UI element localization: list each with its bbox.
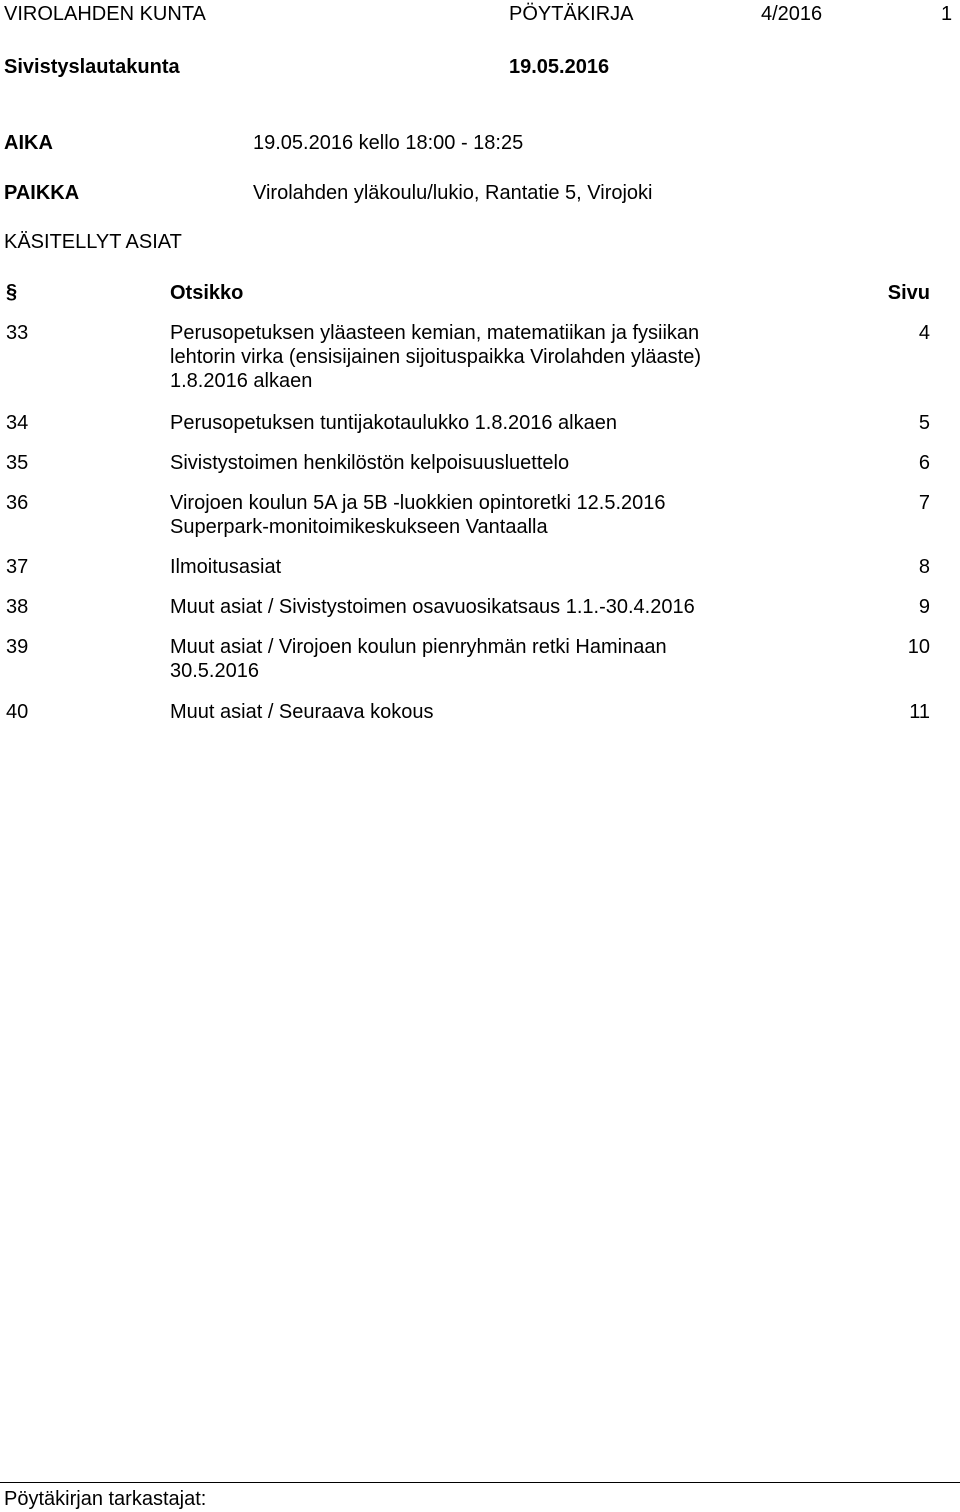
footer-divider xyxy=(0,1482,960,1483)
item-title: Virojoen koulun 5A ja 5B -luokkien opintoretki 12.5.2016 Superpark-monitoimikeskukseen Vantaalla xyxy=(170,492,666,538)
item-title: Muut asiat / Seuraava kokous xyxy=(170,701,434,723)
document-number: 4/2016 xyxy=(761,3,823,25)
item-page: 8 xyxy=(918,556,930,578)
time-label: AIKA xyxy=(4,132,53,154)
meeting-date: 19.05.2016 xyxy=(509,56,610,78)
section-symbol: § xyxy=(6,281,18,303)
item-number: 35 xyxy=(6,452,29,474)
item-page: 11 xyxy=(909,701,930,723)
item-number: 34 xyxy=(6,412,29,434)
item-number: 38 xyxy=(6,596,29,618)
item-page: 6 xyxy=(918,452,930,474)
column-page: Sivu xyxy=(887,282,930,304)
item-title: Perusopetuksen tuntijakotaulukko 1.8.2016 alkaen xyxy=(170,412,617,434)
item-number: 33 xyxy=(6,322,29,344)
item-title: Ilmoitusasiat xyxy=(170,556,282,578)
item-number: 36 xyxy=(6,492,29,514)
item-title: Sivistystoimen henkilöstön kelpoisuusluettelo xyxy=(170,452,570,474)
place-label: PAIKKA xyxy=(4,182,80,204)
committee-name: Sivistyslautakunta xyxy=(4,56,180,78)
toc-heading: KÄSITELLYT ASIAT xyxy=(4,231,182,253)
time-value: 19.05.2016 kello 18:00 - 18:25 xyxy=(253,132,524,154)
item-page: 10 xyxy=(907,636,930,658)
place-value: Virolahden yläkoulu/lukio, Rantatie 5, Virojoki xyxy=(253,182,653,204)
item-number: 39 xyxy=(6,636,29,658)
item-page: 5 xyxy=(918,412,930,434)
document-type: PÖYTÄKIRJA xyxy=(509,3,634,25)
column-title: Otsikko xyxy=(170,282,244,304)
item-number: 40 xyxy=(6,701,29,723)
item-number: 37 xyxy=(6,556,29,578)
item-page: 9 xyxy=(918,596,930,618)
item-title: Muut asiat / Sivistystoimen osavuosikatsaus 1.1.-30.4.2016 xyxy=(170,596,695,618)
item-title: Perusopetuksen yläasteen kemian, matematiikan ja fysiikan lehtorin virka (ensisijainen sijoituspaikka Virolahden yläaste) 1.8.2016 alkaen xyxy=(170,322,702,392)
org-name: VIROLAHDEN KUNTA xyxy=(4,3,206,25)
footer-label: Pöytäkirjan tarkastajat: xyxy=(4,1488,207,1510)
item-page: 7 xyxy=(918,492,930,514)
page-number: 1 xyxy=(941,3,953,25)
item-title: Muut asiat / Virojoen koulun pienryhmän retki Haminaan 30.5.2016 xyxy=(170,636,667,682)
item-page: 4 xyxy=(918,322,930,344)
